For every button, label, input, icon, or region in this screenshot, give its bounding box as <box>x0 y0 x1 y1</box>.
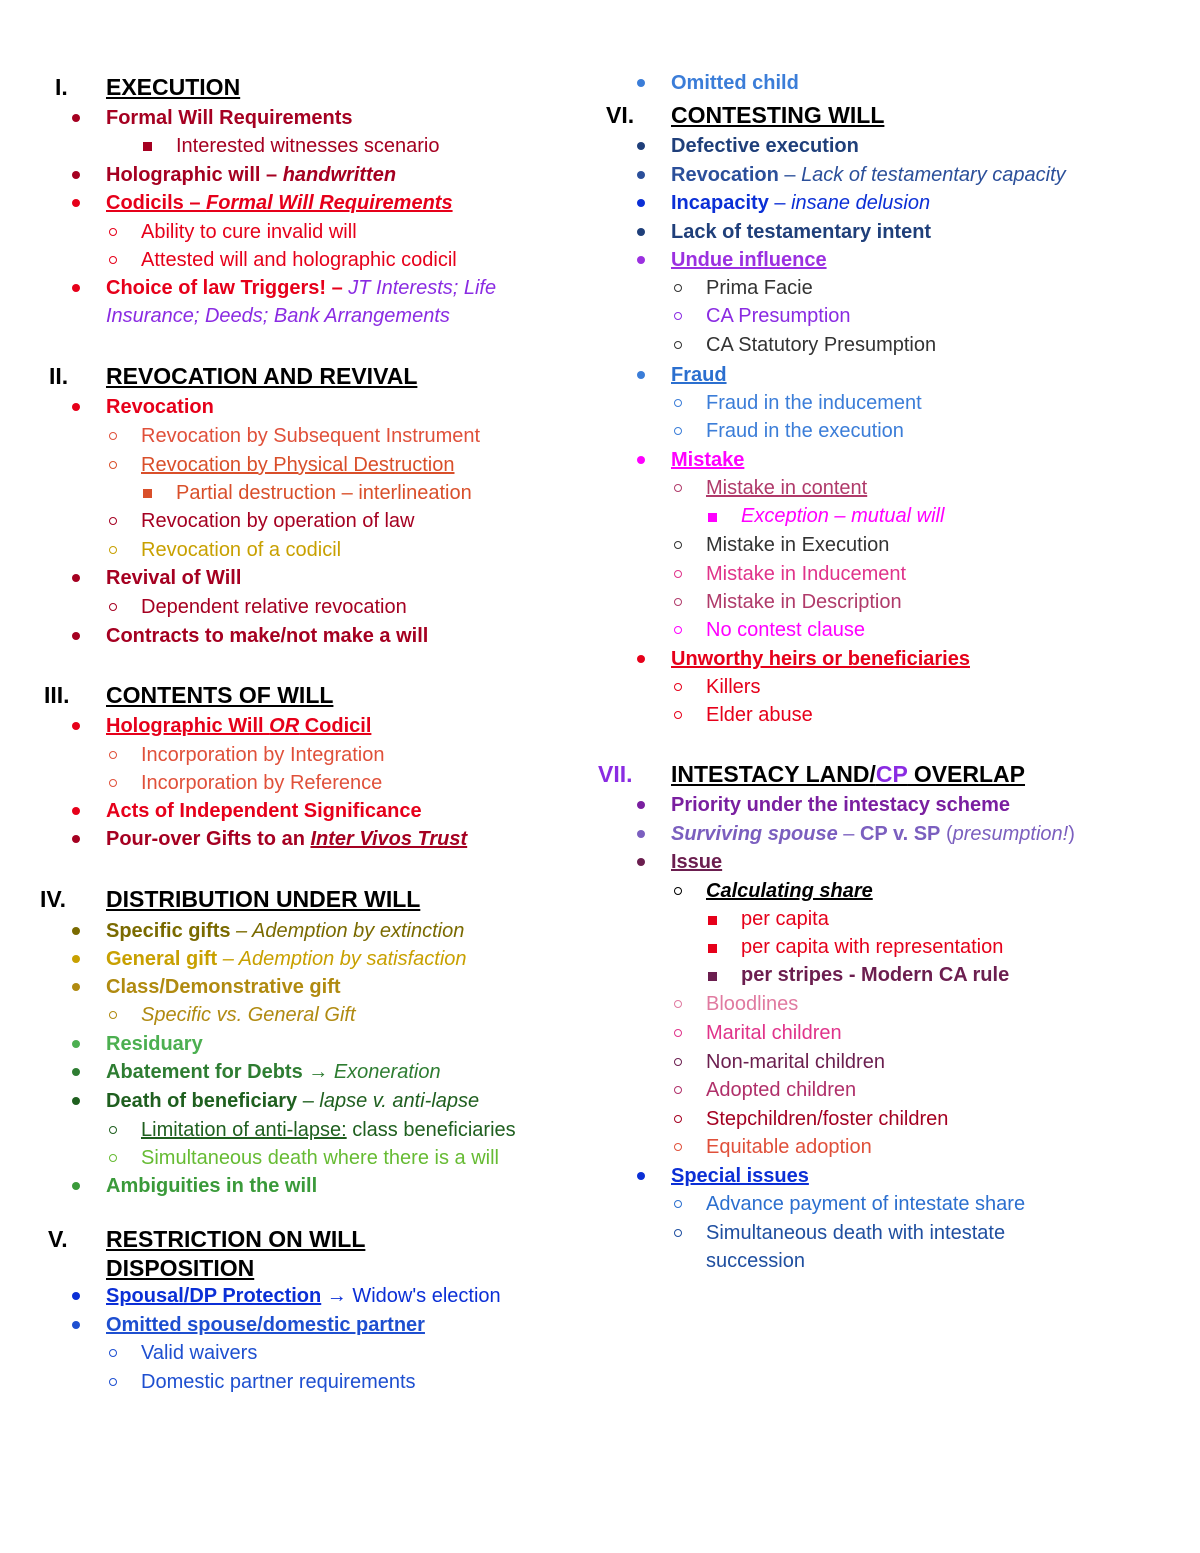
circle-bullet-icon <box>674 312 682 320</box>
bullet-icon <box>637 830 645 838</box>
circle-bullet-icon <box>109 256 117 264</box>
list-item: Unworthy heirs or beneficiaries <box>671 648 970 670</box>
list-item: Incorporation by Integration <box>141 744 385 766</box>
list-item: Defective execution <box>671 135 859 157</box>
list-item: Limitation of anti-lapse: class beneficiaries <box>141 1119 516 1141</box>
list-item: Simultaneous death where there is a will <box>141 1147 499 1169</box>
circle-bullet-icon <box>674 399 682 407</box>
section-heading: EXECUTION <box>106 74 241 100</box>
section-number: V. <box>48 1226 68 1252</box>
circle-bullet-icon <box>109 751 117 759</box>
section-number: VI. <box>606 102 635 128</box>
list-item: Mistake in content <box>706 477 868 499</box>
list-item: Acts of Independent Significance <box>106 800 422 822</box>
circle-bullet-icon <box>109 1126 117 1134</box>
bullet-icon <box>637 199 645 207</box>
circle-bullet-icon <box>674 541 682 549</box>
list-item: CA Presumption <box>706 305 851 327</box>
list-item: Mistake in Inducement <box>706 563 907 585</box>
list-item: Specific gifts – Ademption by extinction <box>106 920 465 942</box>
section-number: III. <box>44 682 70 708</box>
list-item: Mistake in Description <box>706 591 902 613</box>
list-item: Omitted child <box>671 72 799 94</box>
circle-bullet-icon <box>109 1378 117 1386</box>
list-item: Revocation <box>106 396 214 418</box>
circle-bullet-icon <box>674 284 682 292</box>
list-item: No contest clause <box>706 619 865 641</box>
section-heading: CONTESTING WILL <box>671 102 885 128</box>
section-number: IV. <box>40 886 67 912</box>
list-item: Partial destruction – interlineation <box>176 482 472 504</box>
list-item: Marital children <box>706 1022 842 1044</box>
circle-bullet-icon <box>674 484 682 492</box>
list-item: Exception – mutual will <box>741 505 945 527</box>
list-item: Revocation by Physical Destruction <box>141 454 455 476</box>
bullet-icon <box>637 79 645 87</box>
section-heading: REVOCATION AND REVIVAL <box>106 363 418 389</box>
list-item-continuation: Insurance; Deeds; Bank Arrangements <box>106 305 450 327</box>
list-item: CA Statutory Presumption <box>706 334 937 356</box>
list-item: Domestic partner requirements <box>141 1371 416 1393</box>
list-item: Valid waivers <box>141 1342 258 1364</box>
list-item: Holographic Will OR Codicil <box>106 715 372 737</box>
bullet-icon <box>72 1068 80 1076</box>
bullet-icon <box>72 1040 80 1048</box>
circle-bullet-icon <box>674 427 682 435</box>
list-item: Residuary <box>106 1033 203 1055</box>
list-item: Mistake <box>671 449 745 471</box>
bullet-icon <box>72 1182 80 1190</box>
list-item: Prima Facie <box>706 277 813 299</box>
list-item: Bloodlines <box>706 993 799 1015</box>
list-item: Killers <box>706 676 761 698</box>
list-item: Elder abuse <box>706 704 813 726</box>
circle-bullet-icon <box>674 711 682 719</box>
square-bullet-icon <box>708 944 717 953</box>
circle-bullet-icon <box>109 546 117 554</box>
list-item: Abatement for Debts → Exoneration <box>106 1061 441 1083</box>
list-item: per capita <box>741 908 829 930</box>
list-item: Special issues <box>671 1165 809 1187</box>
bullet-icon <box>72 632 80 640</box>
section-heading: RESTRICTION ON WILL <box>106 1226 366 1252</box>
bullet-icon <box>72 835 80 843</box>
bullet-icon <box>72 114 80 122</box>
circle-bullet-icon <box>674 1086 682 1094</box>
bullet-icon <box>72 927 80 935</box>
circle-bullet-icon <box>109 228 117 236</box>
circle-bullet-icon <box>674 1229 682 1237</box>
list-item: Lack of testamentary intent <box>671 221 932 243</box>
section-heading: DISTRIBUTION UNDER WILL <box>106 886 421 912</box>
circle-bullet-icon <box>674 1058 682 1066</box>
list-item: Revocation by Subsequent Instrument <box>141 425 481 447</box>
circle-bullet-icon <box>674 1200 682 1208</box>
section-number: VII. <box>598 761 633 787</box>
bullet-icon <box>637 171 645 179</box>
list-item: Calculating share <box>706 880 873 902</box>
square-bullet-icon <box>708 972 717 981</box>
square-bullet-icon <box>143 142 152 151</box>
bullet-icon <box>637 142 645 150</box>
bullet-icon <box>72 983 80 991</box>
list-item: Omitted spouse/domestic partner <box>106 1314 425 1336</box>
circle-bullet-icon <box>674 887 682 895</box>
bullet-icon <box>637 1172 645 1180</box>
list-item: Ability to cure invalid will <box>141 221 357 243</box>
list-item: Adopted children <box>706 1079 857 1101</box>
list-item: Dependent relative revocation <box>141 596 407 618</box>
bullet-icon <box>637 858 645 866</box>
list-item: Specific vs. General Gift <box>141 1004 356 1026</box>
section-heading: CONTENTS OF WILL <box>106 682 334 708</box>
list-item: Fraud in the execution <box>706 420 904 442</box>
square-bullet-icon <box>143 489 152 498</box>
list-item: Revocation – Lack of testamentary capacity <box>671 164 1066 186</box>
list-item: Non-marital children <box>706 1051 885 1073</box>
list-item: Mistake in Execution <box>706 534 890 556</box>
bullet-icon <box>637 456 645 464</box>
list-item: Issue <box>671 851 723 873</box>
list-item: Revival of Will <box>106 567 242 589</box>
bullet-icon <box>72 955 80 963</box>
bullet-icon <box>637 371 645 379</box>
bullet-icon <box>72 199 80 207</box>
list-item: Interested witnesses scenario <box>176 135 440 157</box>
list-item: Revocation of a codicil <box>141 539 342 561</box>
list-item: Attested will and holographic codicil <box>141 249 457 271</box>
bullet-icon <box>72 1292 80 1300</box>
circle-bullet-icon <box>674 1000 682 1008</box>
list-item-continuation: succession <box>706 1250 805 1272</box>
square-bullet-icon <box>708 916 717 925</box>
section-number: I. <box>55 74 68 100</box>
list-item: Death of beneficiary – lapse v. anti-lapse <box>106 1090 480 1112</box>
circle-bullet-icon <box>674 1143 682 1151</box>
circle-bullet-icon <box>674 570 682 578</box>
circle-bullet-icon <box>674 341 682 349</box>
list-item: Holographic will – handwritten <box>106 164 397 186</box>
section-heading-continuation: DISPOSITION <box>106 1255 255 1281</box>
list-item: Choice of law Triggers! – JT Interests; Life <box>106 277 497 299</box>
circle-bullet-icon <box>674 598 682 606</box>
bullet-icon <box>72 284 80 292</box>
list-item: Pour-over Gifts to an Inter Vivos Trust <box>106 828 468 850</box>
square-bullet-icon <box>708 513 717 522</box>
list-item: Fraud in the inducement <box>706 392 922 414</box>
section-number: II. <box>49 363 69 389</box>
list-item: Stepchildren/foster children <box>706 1108 949 1130</box>
list-item: Spousal/DP Protection → Widow's election <box>106 1285 501 1307</box>
list-item: Undue influence <box>671 249 827 271</box>
bullet-icon <box>637 256 645 264</box>
list-item: per stripes - Modern CA rule <box>741 964 1010 986</box>
list-item: Surviving spouse – CP v. SP (presumption!) <box>671 823 1075 845</box>
list-item: Incapacity – insane delusion <box>671 192 931 214</box>
list-item: Codicils – Formal Will Requirements <box>106 192 453 214</box>
list-item: General gift – Ademption by satisfaction <box>106 948 467 970</box>
bullet-icon <box>72 807 80 815</box>
bullet-icon <box>637 801 645 809</box>
circle-bullet-icon <box>109 779 117 787</box>
circle-bullet-icon <box>109 517 117 525</box>
list-item: Advance payment of intestate share <box>706 1193 1026 1215</box>
bullet-icon <box>72 1321 80 1329</box>
bullet-icon <box>72 1097 80 1105</box>
circle-bullet-icon <box>109 603 117 611</box>
bullet-icon <box>637 228 645 236</box>
circle-bullet-icon <box>109 461 117 469</box>
list-item: Revocation by operation of law <box>141 510 415 532</box>
list-item: Ambiguities in the will <box>106 1175 318 1197</box>
list-item: Formal Will Requirements <box>106 107 353 129</box>
circle-bullet-icon <box>109 1154 117 1162</box>
bullet-icon <box>72 403 80 411</box>
list-item: Incorporation by Reference <box>141 772 383 794</box>
list-item: Class/Demonstrative gift <box>106 976 341 998</box>
list-item: Fraud <box>671 364 727 386</box>
circle-bullet-icon <box>109 1011 117 1019</box>
circle-bullet-icon <box>674 1029 682 1037</box>
list-item: Contracts to make/not make a will <box>106 625 429 647</box>
bullet-icon <box>72 574 80 582</box>
list-item: Priority under the intestacy scheme <box>671 794 1011 816</box>
circle-bullet-icon <box>674 683 682 691</box>
list-item: Equitable adoption <box>706 1136 872 1158</box>
circle-bullet-icon <box>109 1349 117 1357</box>
list-item: per capita with representation <box>741 936 1004 958</box>
circle-bullet-icon <box>109 432 117 440</box>
circle-bullet-icon <box>674 1115 682 1123</box>
bullet-icon <box>637 655 645 663</box>
bullet-icon <box>72 722 80 730</box>
circle-bullet-icon <box>674 626 682 634</box>
section-heading: INTESTACY LAND/CP OVERLAP <box>671 761 1026 787</box>
bullet-icon <box>72 171 80 179</box>
list-item: Simultaneous death with intestate <box>706 1222 1006 1244</box>
